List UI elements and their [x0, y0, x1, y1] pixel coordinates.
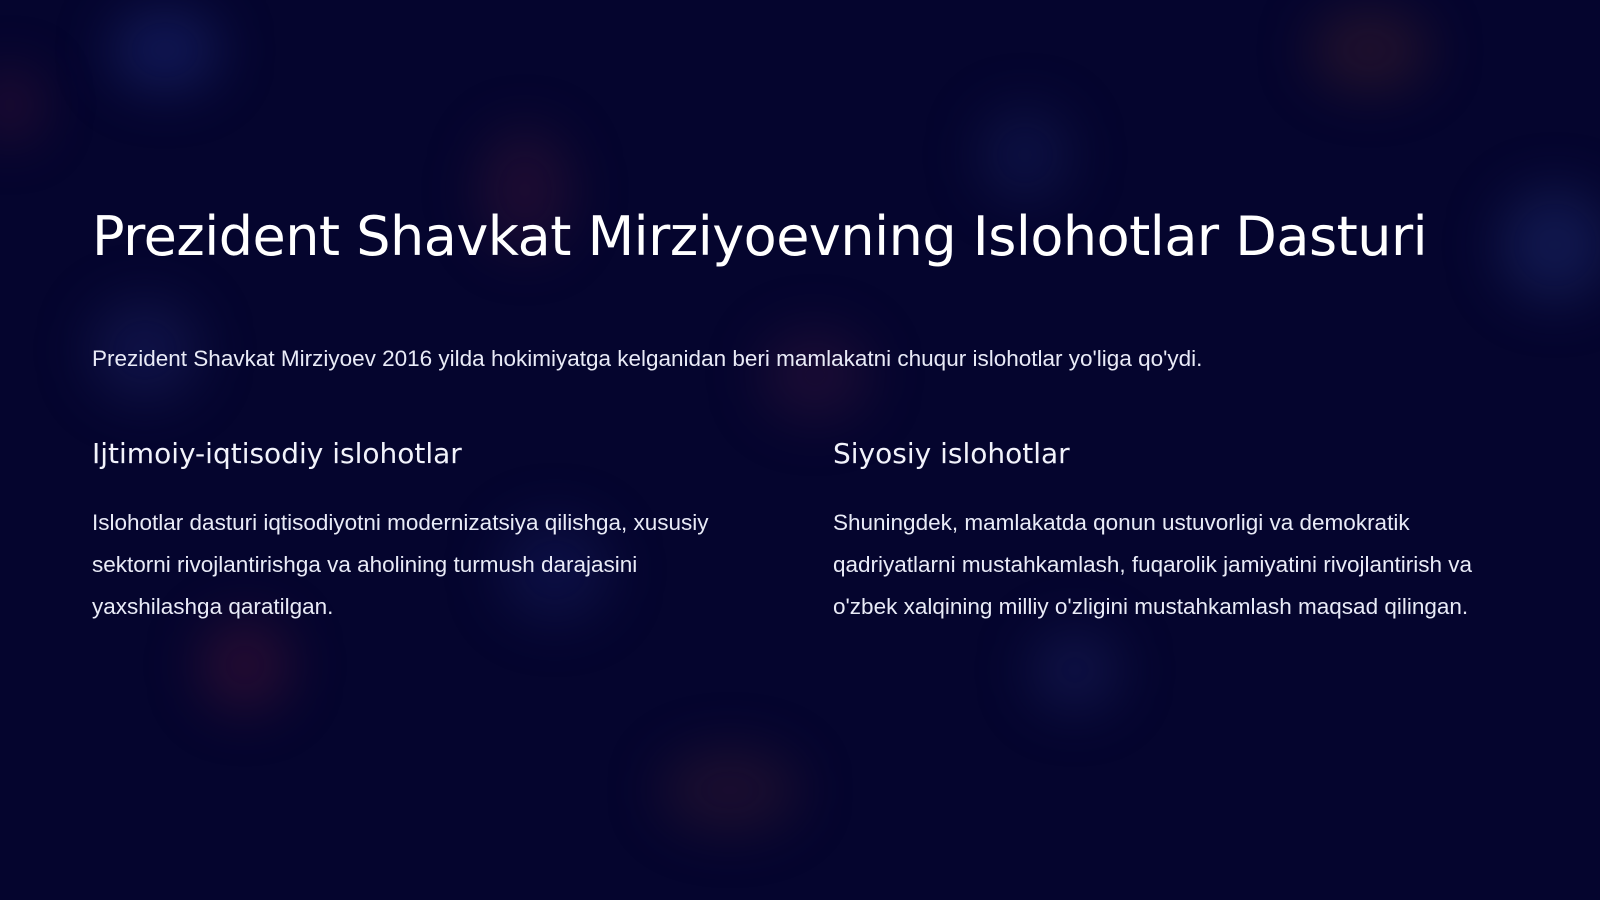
column-heading: Siyosiy islohotlar — [833, 437, 1070, 470]
slide-content — [92, 0, 1512, 900]
background-glow — [0, 70, 40, 140]
column-body: Shuningdek, mamlakatda qonun ustuvorligi va demokratik qadriyatlarni mustahkamlash, fuqarolik jamiyatini rivojlantirish va o'zbek xalqining milliy o'zligini mustahkamlash maqsad qilingan. — [833, 510, 1473, 619]
column-body: Islohotlar dasturi iqtisodiyotni modernizatsiya qilishga, xususiy sektorni rivojlantirishga va aholining turmush darajasini yaxshilashga qaratilgan. — [92, 510, 709, 619]
column-heading: Ijtimoiy-iqtisodiy islohotlar — [92, 437, 462, 470]
background-glow — [1500, 190, 1600, 300]
slide-title: Prezident Shavkat Mirziyoevning Islohotlar Dasturi — [92, 205, 1428, 268]
intro-paragraph: Prezident Shavkat Mirziyoev 2016 yilda hokimiyatga kelganidan beri mamlakatni chuqur islohotlar yo'liga qo'ydi. — [92, 346, 1203, 371]
